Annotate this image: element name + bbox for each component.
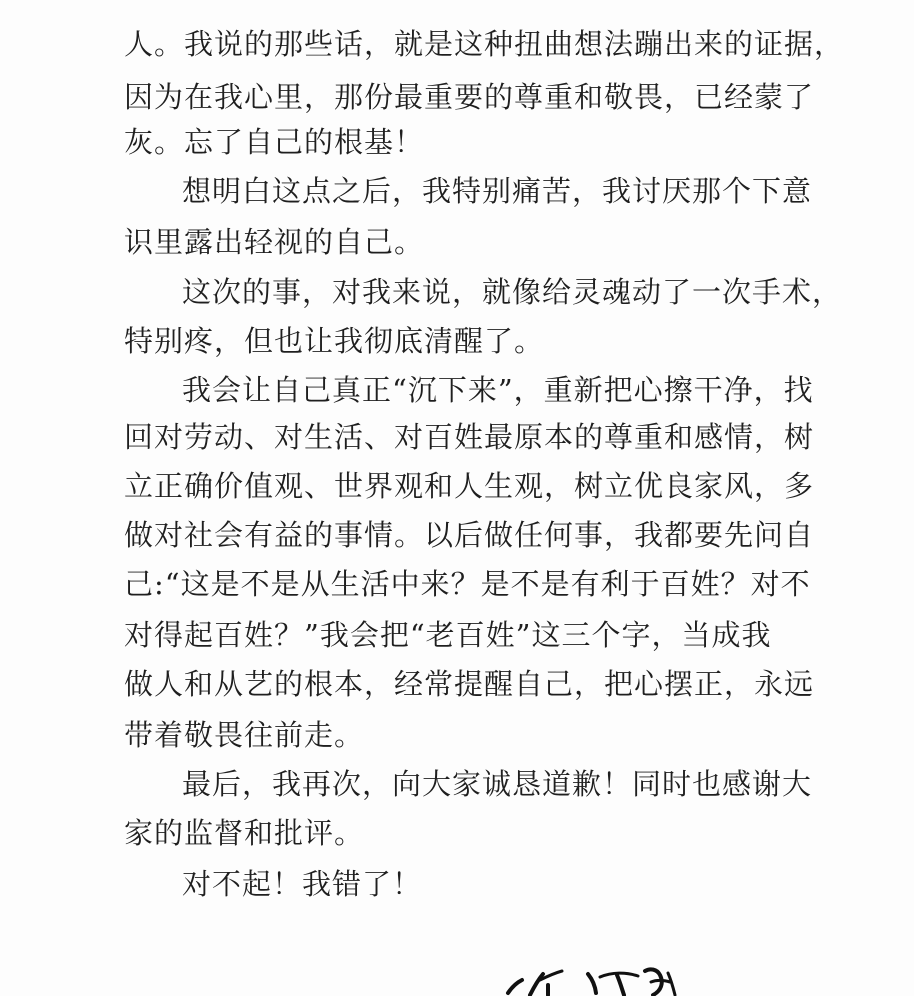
text-line: 因为在我心里，那份最重要的尊重和敬畏，已经蒙了	[124, 80, 815, 114]
handwritten-signature	[500, 955, 690, 996]
text-line: 对得起百姓？”我会把“老百姓”这三个字，当成我	[124, 618, 772, 652]
text-line: 回对劳动、对生活、对百姓最原本的尊重和感情，树	[124, 420, 815, 454]
text-line: 这次的事，对我来说，就像给灵魂动了一次手术，	[182, 275, 843, 309]
text-line: 对不起！我错了！	[182, 867, 423, 901]
text-line: 家的监督和批评。	[124, 816, 365, 850]
text-line: 特别疼，但也让我彻底清醒了。	[124, 324, 545, 358]
text-line: 带着敬畏往前走。	[124, 718, 365, 752]
text-line: 人。我说的那些话，就是这种扭曲想法蹦出来的证据，	[124, 27, 845, 61]
text-line: 灰。忘了自己的根基！	[124, 125, 425, 159]
text-line: 做对社会有益的事情。以后做任何事，我都要先问自	[124, 518, 815, 552]
text-line: 想明白这点之后，我特别痛苦，我讨厌那个下意	[182, 174, 813, 208]
text-line: 立正确价值观、世界观和人生观，树立优良家风，多	[124, 469, 815, 503]
text-line: 我会让自己真正“沉下来”，重新把心擦干净，找	[182, 373, 814, 407]
text-line: 己:“这是不是从生活中来？是不是有利于百姓？对不	[124, 567, 811, 601]
text-line: 做人和从艺的根本，经常提醒自己，把心摆正，永远	[124, 667, 815, 701]
text-line: 识里露出轻视的自己。	[124, 225, 425, 259]
text-line: 最后，我再次，向大家诚恳道歉！同时也感谢大	[182, 767, 813, 801]
